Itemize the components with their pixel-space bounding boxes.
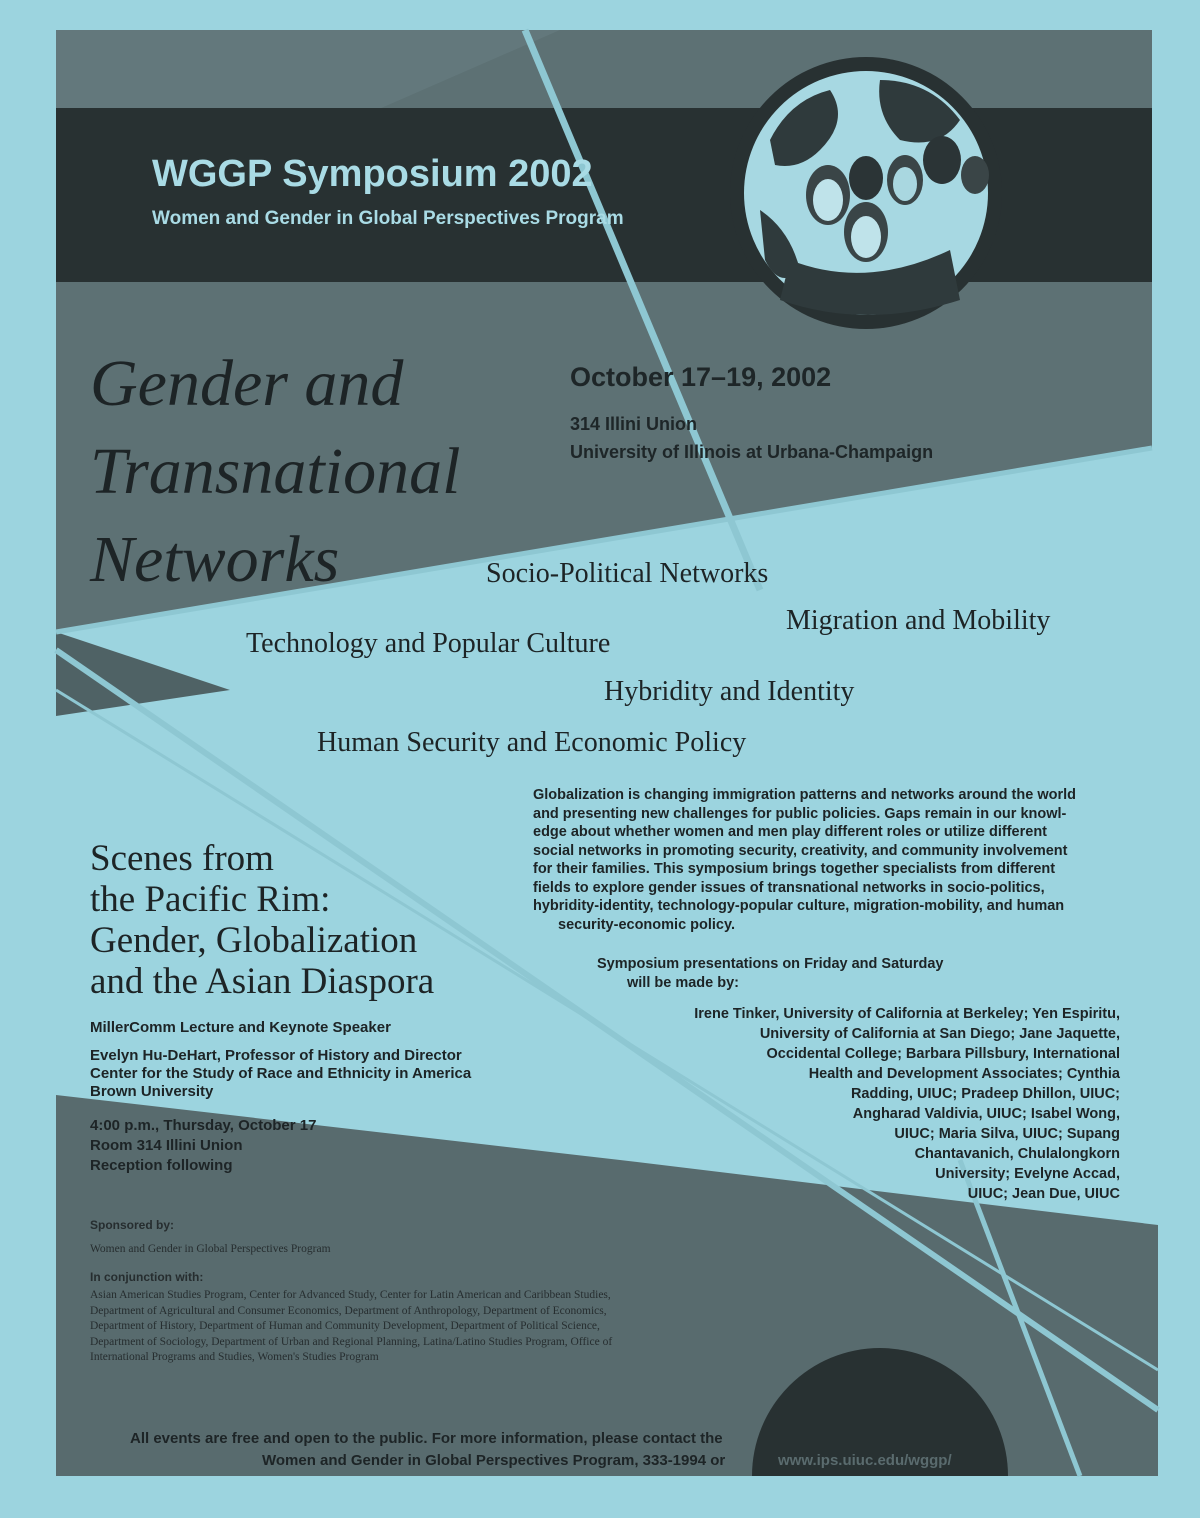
speaker-line: Occidental College; Barbara Pillsbury, International: [766, 1046, 1120, 1062]
footer-line-1: All events are free and open to the public. For more information, please contact the: [130, 1430, 723, 1447]
keynote-title-line: Scenes from: [90, 838, 274, 879]
face-icon: [893, 167, 917, 201]
description-line: hybridity-identity, technology-popular culture, migration-mobility, and human: [533, 898, 1065, 914]
sponsor-name: Women and Gender in Global Perspectives Program: [90, 1243, 331, 1255]
event-venue: [570, 410, 933, 466]
main-title-line: Transnational: [90, 435, 461, 508]
keynote-title-line: Gender, Globalization: [90, 920, 418, 961]
face-icon: [961, 156, 989, 194]
speaker-line: University of California at San Diego; Jane Jaquette,: [759, 1026, 1120, 1042]
main-title: [90, 340, 460, 604]
speaker-line: University; Evelyne Accad,: [935, 1166, 1120, 1182]
partner-line: Department of Sociology, Department of Urban and Regional Planning, Latina/Latino Studies Program, Office of: [90, 1335, 613, 1348]
speaker-line: Angharad Valdivia, UIUC; Isabel Wong,: [852, 1106, 1120, 1122]
description-line: for their families. This symposium brings together specialists from different: [533, 861, 1056, 877]
keynote-room: Room 314 Illini Union: [90, 1137, 243, 1154]
speaker-line: UIUC; Jean Due, UIUC: [967, 1186, 1120, 1202]
speaker-line: Radding, UIUC; Pradeep Dhillon, UIUC;: [850, 1086, 1120, 1102]
speaker-line: Irene Tinker, University of California at Berkeley; Yen Espiritu,: [694, 1006, 1120, 1022]
topic-migration: Migration and Mobility: [786, 605, 1051, 636]
description: [533, 786, 1123, 934]
left-wedge: [56, 632, 230, 716]
symposium-title: WGGP Symposium 2002: [152, 153, 593, 195]
keynote-speaker: [90, 1047, 471, 1101]
event-date: October 17–19, 2002: [570, 362, 832, 392]
partner-line: Asian American Studies Program, Center for Advanced Study, Center for Latin American and Caribbean Studies,: [90, 1289, 611, 1301]
topic-hybridity: Hybridity and Identity: [604, 676, 855, 707]
keynote-speaker-line: Evelyn Hu-DeHart, Professor of History and Director: [90, 1047, 462, 1064]
speaker-line: UIUC; Maria Silva, UIUC; Supang: [894, 1126, 1120, 1142]
face-icon: [813, 179, 843, 221]
partner-line: Department of Agricultural and Consumer Economics, Department of Anthropology, Department of Economics,: [90, 1304, 607, 1317]
sponsored-label: Sponsored by:: [90, 1218, 175, 1232]
partner-list: [90, 1288, 612, 1366]
keynote-time: 4:00 p.m., Thursday, October 17: [90, 1117, 317, 1134]
main-title-line: Gender and: [90, 347, 404, 420]
face-icon: [849, 156, 883, 200]
presentations-heading-line: will be made by:: [627, 975, 739, 991]
topic-technology: Technology and Popular Culture: [246, 628, 611, 659]
topic-socio-political: Socio-Political Networks: [486, 558, 769, 589]
topic-human-security: Human Security and Economic Policy: [317, 727, 747, 758]
keynote-lecture: MillerComm Lecture and Keynote Speaker: [90, 1019, 391, 1036]
main-title-line: Networks: [90, 523, 340, 596]
speaker-line: Chantavanich, Chulalongkorn: [914, 1146, 1120, 1162]
venue-university: University of Illinois at Urbana-Champaign: [570, 442, 934, 462]
keynote-reception: Reception following: [90, 1157, 233, 1174]
venue-room: 314 Illini Union: [570, 414, 698, 434]
speaker-list: [600, 1004, 1120, 1204]
description-line: and presenting new challenges for public policies. Gaps remain in our knowl-: [533, 805, 1067, 822]
keynote-title-line: and the Asian Diaspora: [90, 961, 435, 1002]
face-icon: [923, 136, 961, 184]
description-line: social networks in promoting security, creativity, and community involvement: [533, 842, 1068, 859]
keynote-schedule: [90, 1116, 316, 1176]
partner-line: International Programs and Studies, Women's Studies Program: [90, 1351, 379, 1363]
description-line: edge about whether women and men play different roles or utilize different: [533, 824, 1048, 840]
speaker-line: Health and Development Associates; Cynthia: [808, 1066, 1120, 1082]
presentations-heading-line: Symposium presentations on Friday and Saturday: [597, 956, 944, 972]
description-line: Globalization is changing immigration patterns and networks around the world: [533, 787, 1076, 803]
description-line: fields to explore gender issues of transnational networks in socio-politics,: [533, 879, 1045, 896]
keynote-speaker-line: Center for the Study of Race and Ethnicity in America: [90, 1065, 472, 1082]
program-subtitle: Women and Gender in Global Perspectives Program: [152, 208, 624, 229]
footer-line-2: Women and Gender in Global Perspectives Program, 333-1994 or: [262, 1452, 726, 1469]
face-icon: [851, 216, 881, 258]
footer-url-link[interactable]: www.ips.uiuc.edu/wggp/: [778, 1452, 952, 1469]
keynote-speaker-line: Brown University: [90, 1083, 214, 1100]
keynote-title-line: the Pacific Rim:: [90, 879, 331, 920]
conjunction-label: In conjunction with:: [90, 1270, 204, 1284]
partner-line: Department of History, Department of Human and Community Development, Department of Political Science,: [90, 1320, 600, 1332]
presentations-heading: [597, 955, 943, 993]
keynote-title: [90, 838, 434, 1002]
description-line: security-economic policy.: [558, 916, 736, 933]
